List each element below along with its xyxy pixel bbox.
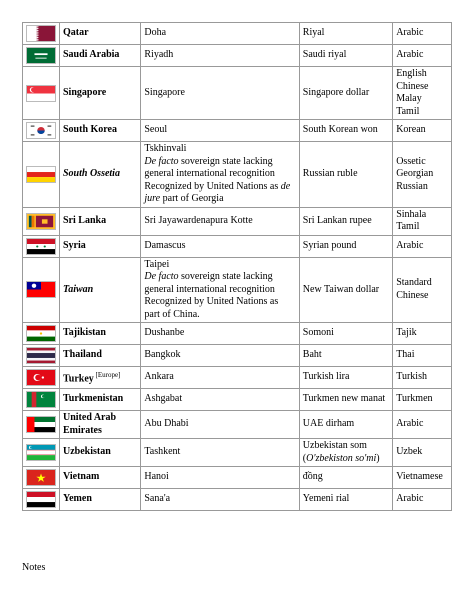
country-name[interactable] — [60, 45, 141, 67]
tajikistan-flag-icon[interactable] — [26, 325, 56, 342]
currency-name[interactable]: Sri Lankan rupee — [302, 214, 372, 226]
languages-cell — [393, 207, 452, 235]
status-note — [144, 271, 295, 296]
currency-cell — [299, 67, 392, 120]
note-text: part of Georgia — [160, 193, 224, 204]
table-row — [23, 389, 452, 411]
table-row — [23, 489, 452, 511]
country-name[interactable] — [60, 411, 141, 439]
currency-cell — [299, 120, 392, 142]
capital-cell — [141, 411, 299, 439]
note-defacto: De facto — [144, 271, 179, 282]
currency-cell — [299, 345, 392, 367]
language-name[interactable]: Arabic — [396, 239, 424, 251]
currency-name[interactable]: Turkmen new manat — [302, 393, 386, 405]
capital-name[interactable]: Seoul — [144, 124, 168, 136]
capital-cell — [141, 142, 299, 208]
syria-flag-icon[interactable] — [26, 238, 56, 255]
capital-name[interactable]: Hanoi — [144, 471, 169, 483]
country-link[interactable]: Turkmenistan — [63, 393, 124, 405]
table-row — [23, 45, 452, 67]
language-name[interactable]: Ossetic — [396, 155, 426, 167]
recognition-note — [144, 181, 295, 206]
capital-cell — [141, 439, 299, 467]
country-link[interactable]: South Korea — [63, 124, 117, 136]
vietnam-flag-icon[interactable] — [26, 469, 56, 486]
country-name[interactable] — [60, 345, 141, 367]
capital-name[interactable]: Damascus — [144, 239, 186, 251]
capital-name[interactable]: Sri Jayawardenapura Kotte — [144, 214, 253, 226]
currency-cell — [299, 45, 392, 67]
note-defacto: De facto — [144, 155, 179, 167]
languages-cell — [393, 120, 452, 142]
currency-name[interactable]: Singapore dollar — [302, 86, 370, 98]
languages-cell — [393, 257, 452, 323]
country-name[interactable] — [60, 142, 141, 208]
table-row — [23, 367, 452, 389]
language-name[interactable]: Turkmen — [396, 393, 433, 405]
language-name[interactable]: Tamil — [396, 105, 420, 117]
country-link[interactable]: Vietnam — [63, 471, 100, 483]
language-name[interactable]: Tamil — [396, 221, 420, 232]
capital-cell — [141, 489, 299, 511]
country-name[interactable] — [60, 323, 141, 345]
flag-cell — [23, 257, 60, 323]
capital-name[interactable]: Sana'a — [144, 493, 171, 505]
country-name[interactable] — [60, 467, 141, 489]
saudi-arabia-flag-icon[interactable] — [26, 47, 56, 64]
capital-name[interactable]: Riyadh — [144, 49, 174, 61]
currency-name[interactable]: Syrian pound — [302, 239, 357, 251]
currency-name[interactable]: Saudi riyal — [302, 49, 347, 61]
country-name[interactable] — [60, 207, 141, 235]
flag-cell — [23, 367, 60, 389]
note-text: sovereign state lacking general international recognition — [144, 155, 275, 179]
recognition-note — [144, 296, 295, 321]
flag-cell — [23, 439, 60, 467]
status-note — [144, 156, 295, 181]
country-link[interactable]: Qatar — [63, 27, 89, 39]
country-link[interactable]: Uzbekistan — [63, 446, 111, 458]
country-link[interactable]: Singapore — [63, 86, 107, 98]
qatar-flag-icon[interactable] — [26, 25, 56, 42]
language-name[interactable]: Malay — [396, 93, 422, 104]
note-text: Recognized by United Nations as part of China. — [144, 296, 279, 320]
currency-cell — [299, 23, 392, 45]
language-name[interactable]: Arabic — [396, 49, 424, 61]
capital-name[interactable]: Tskhinvali — [144, 143, 187, 154]
yemen-flag-icon[interactable] — [26, 491, 56, 508]
language-name[interactable]: Arabic — [396, 418, 424, 430]
language-name[interactable]: Russian — [396, 180, 428, 192]
languages-cell — [393, 439, 452, 467]
currency-name[interactable]: Turkish lira — [302, 371, 350, 383]
turkey-flag-icon[interactable] — [26, 369, 56, 386]
country-link[interactable]: Saudi Arabia — [63, 49, 120, 61]
currency-name[interactable]: Uzbekistan som — [302, 440, 367, 451]
currency-name[interactable]: đồng — [302, 471, 323, 483]
country-name[interactable] — [60, 235, 141, 257]
flag-cell — [23, 120, 60, 142]
language-name[interactable]: Tajik — [396, 327, 417, 339]
note-text: sovereign state lacking general international recognition — [144, 271, 275, 295]
capital-cell — [141, 207, 299, 235]
currency-cell — [299, 489, 392, 511]
currency-cell — [299, 367, 392, 389]
languages-cell — [393, 323, 452, 345]
currency-native-name: O'zbekiston so'mi — [306, 452, 377, 464]
language-name[interactable]: Georgian — [396, 168, 434, 179]
languages-cell — [393, 411, 452, 439]
languages-cell — [393, 367, 452, 389]
capital-name[interactable]: Dushanbe — [144, 327, 185, 339]
south-korea-flag-icon[interactable] — [26, 122, 56, 139]
currency-name[interactable]: Somoni — [302, 327, 334, 339]
country-name[interactable] — [60, 23, 141, 45]
capital-name[interactable]: Abu Dhabi — [144, 418, 189, 430]
country-link[interactable]: Turkey — [63, 373, 94, 385]
capital-cell — [141, 45, 299, 67]
country-name[interactable] — [60, 367, 141, 389]
country-link[interactable]: United Arab Emirates — [63, 412, 117, 436]
capital-cell — [141, 23, 299, 45]
language-name[interactable]: Arabic — [396, 27, 424, 39]
capital-name[interactable]: Taipei — [144, 258, 170, 270]
country-link[interactable]: Thailand — [63, 349, 102, 361]
language-name[interactable]: Thai — [396, 349, 415, 361]
flag-cell — [23, 142, 60, 208]
capital-cell — [141, 345, 299, 367]
flag-cell — [23, 389, 60, 411]
capital-name[interactable]: Doha — [144, 27, 167, 39]
currency-name[interactable]: Russian ruble — [302, 168, 358, 179]
flag-cell — [23, 411, 60, 439]
country-name[interactable] — [60, 489, 141, 511]
languages-cell — [393, 467, 452, 489]
language-name[interactable]: Korean — [396, 124, 426, 136]
capital-name[interactable]: Ashgabat — [144, 393, 183, 405]
currency-name[interactable]: UAE dirham — [302, 418, 355, 430]
language-name[interactable]: Uzbek — [396, 446, 423, 458]
table-row — [23, 67, 452, 120]
language-name[interactable]: Sinhala — [396, 208, 427, 220]
currency-cell — [299, 235, 392, 257]
flag-cell — [23, 235, 60, 257]
uzbekistan-flag-icon[interactable] — [26, 444, 56, 461]
uae-flag-icon[interactable] — [26, 416, 56, 433]
region-note[interactable]: [Europe] — [93, 371, 121, 380]
capital-cell — [141, 257, 299, 323]
table-row — [23, 120, 452, 142]
currency-name[interactable]: Baht — [302, 349, 322, 361]
table-row — [23, 235, 452, 257]
country-name[interactable] — [60, 67, 141, 120]
languages-cell — [393, 235, 452, 257]
country-link[interactable]: Syria — [63, 239, 86, 251]
notes-heading: Notes — [22, 562, 46, 573]
language-name[interactable]: Turkish — [396, 371, 427, 383]
language-name[interactable]: Standard — [396, 277, 432, 289]
countries-table — [22, 22, 452, 511]
table-row — [23, 323, 452, 345]
country-name[interactable] — [60, 439, 141, 467]
language-name[interactable]: Chinese — [396, 80, 429, 92]
capital-cell — [141, 389, 299, 411]
currency-cell — [299, 323, 392, 345]
capital-name[interactable]: Singapore — [144, 86, 185, 98]
country-link[interactable]: Sri Lanka — [63, 214, 107, 226]
country-name[interactable] — [60, 120, 141, 142]
flag-cell — [23, 323, 60, 345]
language-name[interactable]: Vietnamese — [396, 471, 443, 483]
country-link[interactable]: Tajikistan — [63, 327, 106, 339]
currency-cell — [299, 439, 392, 467]
currency-name[interactable]: South Korean won — [302, 124, 378, 136]
currency-cell — [299, 207, 392, 235]
capital-cell — [141, 120, 299, 142]
note-text: Recognized by United Nations as — [144, 180, 281, 192]
table-row — [23, 411, 452, 439]
currency-cell — [299, 389, 392, 411]
singapore-flag-icon[interactable] — [26, 85, 56, 102]
country-link[interactable]: Taiwan — [63, 283, 94, 295]
table-row — [23, 467, 452, 489]
currency-name[interactable]: New Taiwan dollar — [302, 283, 380, 295]
table-row — [23, 345, 452, 367]
table-row — [23, 439, 452, 467]
flag-cell — [23, 207, 60, 235]
capital-name[interactable]: Tashkent — [144, 446, 181, 458]
flag-cell — [23, 23, 60, 45]
table-row — [23, 257, 452, 323]
language-name[interactable]: Arabic — [396, 493, 424, 505]
capital-cell — [141, 67, 299, 120]
languages-cell — [393, 23, 452, 45]
capital-cell — [141, 323, 299, 345]
languages-cell — [393, 142, 452, 208]
flag-cell — [23, 45, 60, 67]
currency-name[interactable]: Riyal — [302, 27, 325, 39]
note-dejure: de jure — [144, 180, 291, 204]
flag-cell — [23, 67, 60, 120]
currency-cell — [299, 142, 392, 208]
language-name[interactable]: English — [396, 68, 427, 79]
currency-cell — [299, 467, 392, 489]
languages-cell — [393, 67, 452, 120]
table-row — [23, 23, 452, 45]
currency-name[interactable]: Yemeni rial — [302, 493, 350, 505]
flag-cell — [23, 345, 60, 367]
capital-cell — [141, 467, 299, 489]
country-name[interactable] — [60, 389, 141, 411]
taiwan-flag-icon[interactable] — [26, 281, 56, 298]
currency-cell — [299, 411, 392, 439]
capital-cell — [141, 235, 299, 257]
table-row — [23, 142, 452, 208]
currency-native: (O'zbekiston so'mi) — [302, 452, 380, 464]
language-name[interactable]: Chinese — [396, 289, 429, 301]
languages-cell — [393, 389, 452, 411]
sri-lanka-flag-icon[interactable] — [26, 213, 56, 230]
flag-cell — [23, 489, 60, 511]
country-name[interactable] — [60, 257, 141, 323]
languages-cell — [393, 45, 452, 67]
languages-cell — [393, 345, 452, 367]
capital-name[interactable]: Bangkok — [144, 349, 181, 361]
thailand-flag-icon[interactable] — [26, 347, 56, 364]
currency-cell — [299, 257, 392, 323]
languages-cell — [393, 489, 452, 511]
south-ossetia-flag-icon[interactable] — [26, 166, 56, 183]
flag-cell — [23, 467, 60, 489]
table-row — [23, 207, 452, 235]
capital-name[interactable]: Ankara — [144, 371, 174, 383]
country-link[interactable]: South Ossetia — [63, 168, 120, 179]
country-link[interactable]: Yemen — [63, 493, 92, 505]
capital-cell — [141, 367, 299, 389]
turkmenistan-flag-icon[interactable] — [26, 391, 56, 408]
